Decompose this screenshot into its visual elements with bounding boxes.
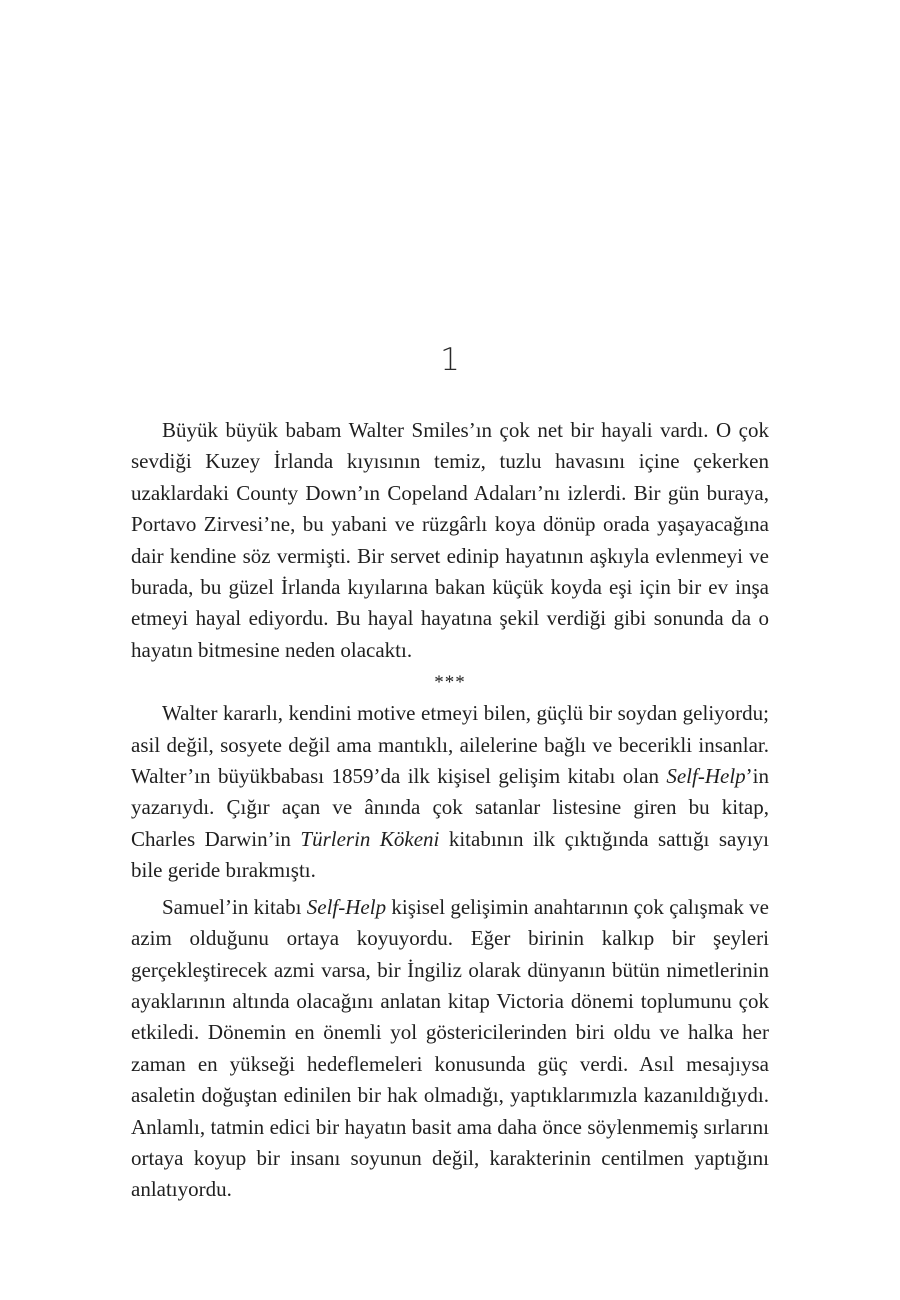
paragraph-1-text: Büyük büyük babam Walter Smiles’ın çok net bir hayali vardı. O çok sevdiği Kuzey İrlanda kıyısının temiz, tuzlu havasını içine çekerken uzaklardaki County Down’ın Copeland Adaları’nı izlerdi. Bir gün buraya, Portavo Zirvesi’ne, bu yabani ve rüzgârlı koya dönüp orada yaşayacağına dair kendine söz vermişti. Bir servet edinip hayatının aşkıyla evlenmeyi ve burada, bu güzel İrlanda kıyılarına bakan küçük koyda eşi için bir ev inşa etmeyi hayal ediyordu. Bu hayal hayatına şekil verdiği gibi sonunda da o hayatın bitmesine neden olacaktı. [131, 418, 769, 662]
paragraph-2-text-c: kitabının ilk çıktığında sattığı sayıyı bile geride bırakmıştı. [131, 826, 769, 883]
paragraph-3-text-a: Samuel’in kitabı [162, 894, 307, 919]
paragraph-2-text-b: ’in yazarıydı. Çığır açan ve ânında çok satanlar listesine giren bu kitap, Charles Darwin’in [131, 764, 769, 851]
section-separator: *** [434, 672, 466, 694]
paragraph-3 [131, 892, 769, 1206]
paragraph-2-text-a: Walter kararlı, kendini motive etmeyi bilen, güçlü bir soydan geliyordu; asil değil, sosyete değil ama mantıklı, ailelerine bağlı ve becerikli insanlar. Walter’ın büyükbabası 1859’da ilk kişisel gelişim kitabı olan [131, 701, 769, 789]
book-title-origin-of-species: Türlerin Kökeni [300, 826, 440, 851]
chapter-body [131, 415, 769, 1206]
book-title-self-help: Self-Help [666, 764, 746, 789]
book-title-self-help-2: Self-Help [306, 894, 387, 919]
chapter-number: 1 [440, 342, 460, 378]
paragraph-2 [131, 698, 769, 886]
paragraph-1 [131, 415, 769, 666]
paragraph-3-text-b: kişisel gelişimin anahtarının çok çalışmak ve azim olduğunu ortaya koyuyordu. Eğer birinin kalkıp bir şeyleri gerçekleştirecek azmi varsa, bir İngiliz olarak dünyanın bütün nimetlerinin ayaklarının altında olacağını anlatan kitap Victoria dönemi toplumunu çok etkiledi. Dönemin en önemli yol göstericilerinden biri oldu ve halka her zaman en yükseği hedeflemeleri konusunda güç verdi. Asıl mesajıysa asaletin doğuştan edinilen bir hak olmadığı, yaptıklarımızla kazanıldığıydı. Anlamlı, tatmin edici bir hayatın basit ama daha önce söylenmemiş sırlarını ortaya koyup bir insanı soyunun değil, karakterinin centilmen yaptığını anlatıyordu. [131, 894, 769, 1202]
